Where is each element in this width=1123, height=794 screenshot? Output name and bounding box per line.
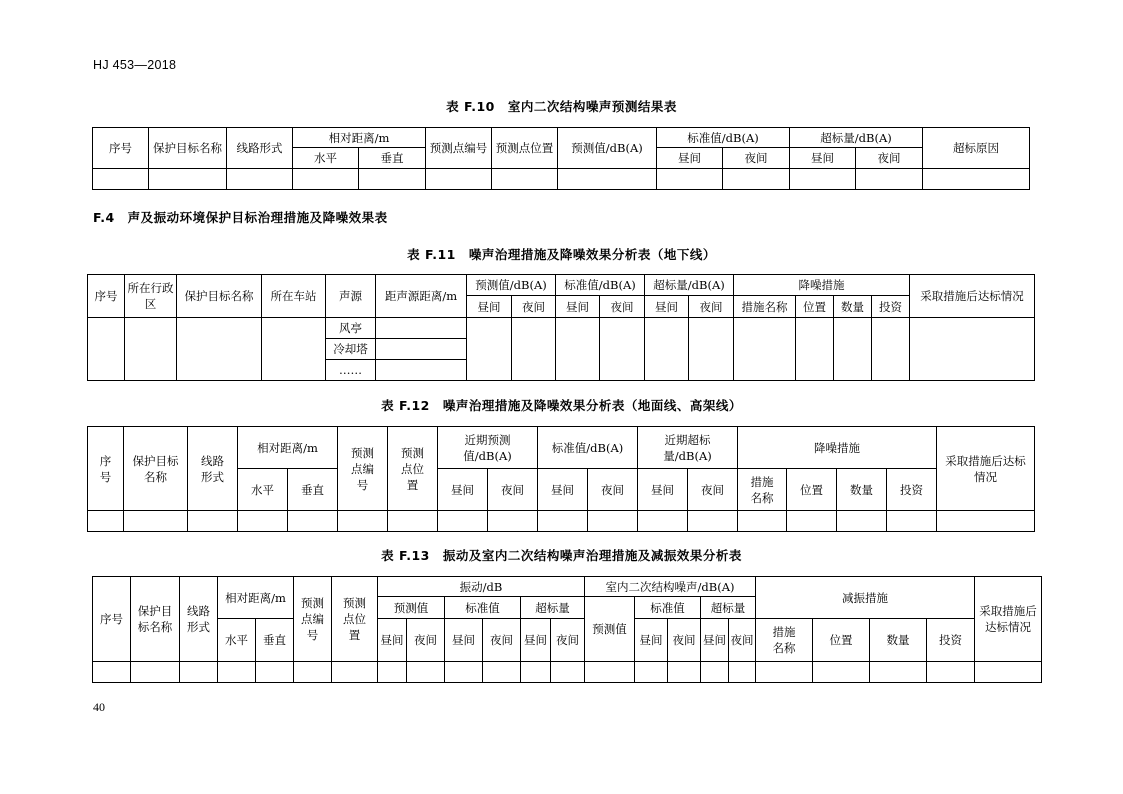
col-measure-investment: 投资: [872, 296, 910, 318]
col-vertical: 垂直: [256, 619, 294, 662]
col-standard-value: 标准值/dB(A): [538, 427, 638, 469]
col-result: 采取措施后达标情况: [975, 577, 1042, 662]
col-noise-standard: 标准值: [635, 597, 701, 619]
col-day: 昼间: [521, 619, 551, 662]
col-line-form: 线路形式: [227, 128, 293, 169]
col-night: 夜间: [488, 469, 538, 511]
col-point-position: 预测点位置: [332, 577, 378, 662]
col-day: 昼间: [638, 469, 688, 511]
page-number: 40: [93, 700, 105, 714]
col-day: 昼间: [635, 619, 668, 662]
col-noise-measures: 降噪措施: [738, 427, 937, 469]
col-night: 夜间: [689, 296, 734, 318]
col-measure-position: 位置: [796, 296, 834, 318]
col-point-position: 预测点位置: [492, 128, 558, 169]
col-point-no: 预测点编号: [426, 128, 492, 169]
col-night: 夜间: [723, 148, 790, 169]
table-f11: [87, 274, 1035, 381]
col-relative-distance: 相对距离/m: [218, 577, 294, 619]
col-target-name: 保护目标名称: [149, 128, 227, 169]
col-predicted-value: 预测值/dB(A): [467, 275, 556, 296]
col-line-form: 线路形式: [188, 427, 238, 511]
col-night: 夜间: [483, 619, 521, 662]
col-near-predicted: 近期预测值/dB(A): [438, 427, 538, 469]
table-row: [93, 662, 1042, 683]
col-relative-distance: 相对距离/m: [238, 427, 338, 469]
col-night: 夜间: [588, 469, 638, 511]
col-exceedance: 超标量/dB(A): [790, 128, 923, 148]
col-day: 昼间: [378, 619, 407, 662]
col-seq: 序号: [88, 427, 124, 511]
table-f13: [92, 576, 1042, 683]
col-standard-value: 标准值/dB(A): [556, 275, 645, 296]
col-measure-name: 措施名称: [734, 296, 796, 318]
col-measure-quantity: 数量: [837, 469, 887, 511]
col-vib-exceedance: 超标量: [521, 597, 585, 619]
section-title: F.4 声及振动环境保护目标治理措施及降噪效果表: [93, 210, 388, 225]
table-f12: [87, 426, 1035, 532]
col-day: 昼间: [645, 296, 689, 318]
table-f10-caption: 表 F.10 室内二次结构噪声预测结果表: [446, 99, 677, 114]
col-night: 夜间: [600, 296, 645, 318]
table-f11-caption: 表 F.11 噪声治理措施及降噪效果分析表（地下线）: [407, 247, 716, 262]
col-station: 所在车站: [262, 275, 326, 318]
col-source: 声源: [326, 275, 376, 318]
col-vertical: 垂直: [288, 469, 338, 511]
table-f10: [92, 127, 1030, 190]
col-measure-investment: 投资: [927, 619, 975, 662]
col-horizontal: 水平: [293, 148, 359, 169]
col-measure-position: 位置: [787, 469, 837, 511]
col-noise-measures: 降噪措施: [734, 275, 910, 296]
col-day: 昼间: [790, 148, 856, 169]
col-day: 昼间: [556, 296, 600, 318]
col-day: 昼间: [445, 619, 483, 662]
col-seq: 序号: [93, 577, 131, 662]
table-row: [88, 511, 1035, 532]
col-day: 昼间: [657, 148, 723, 169]
col-measure-position: 位置: [813, 619, 870, 662]
col-district: 所在行政区: [125, 275, 177, 318]
col-horizontal: 水平: [218, 619, 256, 662]
col-night: 夜间: [856, 148, 923, 169]
col-night: 夜间: [668, 619, 701, 662]
col-near-exceedance: 近期超标量/dB(A): [638, 427, 738, 469]
col-day: 昼间: [701, 619, 729, 662]
col-relative-distance: 相对距离/m: [293, 128, 426, 148]
col-vibration-measures: 减振措施: [756, 577, 975, 619]
col-result: 采取措施后达标情况: [910, 275, 1035, 318]
col-target-name: 保护目标名称: [177, 275, 262, 318]
col-point-no: 预测点编号: [294, 577, 332, 662]
table-f12-caption: 表 F.12 噪声治理措施及降噪效果分析表（地面线、高架线）: [381, 398, 742, 413]
col-measure-name: 措施名称: [756, 619, 813, 662]
col-exceedance: 超标量/dB(A): [645, 275, 734, 296]
col-vertical: 垂直: [359, 148, 426, 169]
document-code: HJ 453—2018: [93, 58, 177, 72]
col-point-no: 预测点编号: [338, 427, 388, 511]
source-vent-kiosk: 风亭: [326, 318, 376, 339]
col-noise-exceedance: 超标量: [701, 597, 756, 619]
source-ellipsis: ……: [326, 360, 376, 381]
col-indoor-noise: 室内二次结构噪声/dB(A): [585, 577, 756, 597]
col-horizontal: 水平: [238, 469, 288, 511]
col-vibration: 振动/dB: [378, 577, 585, 597]
col-night: 夜间: [729, 619, 756, 662]
col-day: 昼间: [467, 296, 512, 318]
col-day: 昼间: [538, 469, 588, 511]
col-point-position: 预测点位置: [388, 427, 438, 511]
col-target-name: 保护目标名称: [124, 427, 188, 511]
col-seq: 序号: [88, 275, 125, 318]
col-measure-quantity: 数量: [834, 296, 872, 318]
col-measure-investment: 投资: [887, 469, 937, 511]
col-night: 夜间: [512, 296, 556, 318]
col-seq: 序号: [93, 128, 149, 169]
table-row: [93, 169, 1030, 190]
col-measure-quantity: 数量: [870, 619, 927, 662]
col-predicted-value: 预测值/dB(A): [558, 128, 657, 169]
col-vib-standard: 标准值: [445, 597, 521, 619]
col-noise-predicted: 预测值: [585, 597, 635, 662]
col-measure-name: 措施名称: [738, 469, 787, 511]
table-f13-caption: 表 F.13 振动及室内二次结构噪声治理措施及减振效果分析表: [381, 548, 742, 563]
col-line-form: 线路形式: [180, 577, 218, 662]
col-standard-value: 标准值/dB(A): [657, 128, 790, 148]
col-source-distance: 距声源距离/m: [376, 275, 467, 318]
col-result: 采取措施后达标情况: [937, 427, 1035, 511]
col-target-name: 保护目标名称: [131, 577, 180, 662]
source-cooling-tower: 冷却塔: [326, 339, 376, 360]
table-row: [88, 318, 1035, 339]
col-night: 夜间: [688, 469, 738, 511]
col-day: 昼间: [438, 469, 488, 511]
col-night: 夜间: [551, 619, 585, 662]
col-exceed-reason: 超标原因: [923, 128, 1030, 169]
col-night: 夜间: [407, 619, 445, 662]
col-vib-predicted: 预测值: [378, 597, 445, 619]
